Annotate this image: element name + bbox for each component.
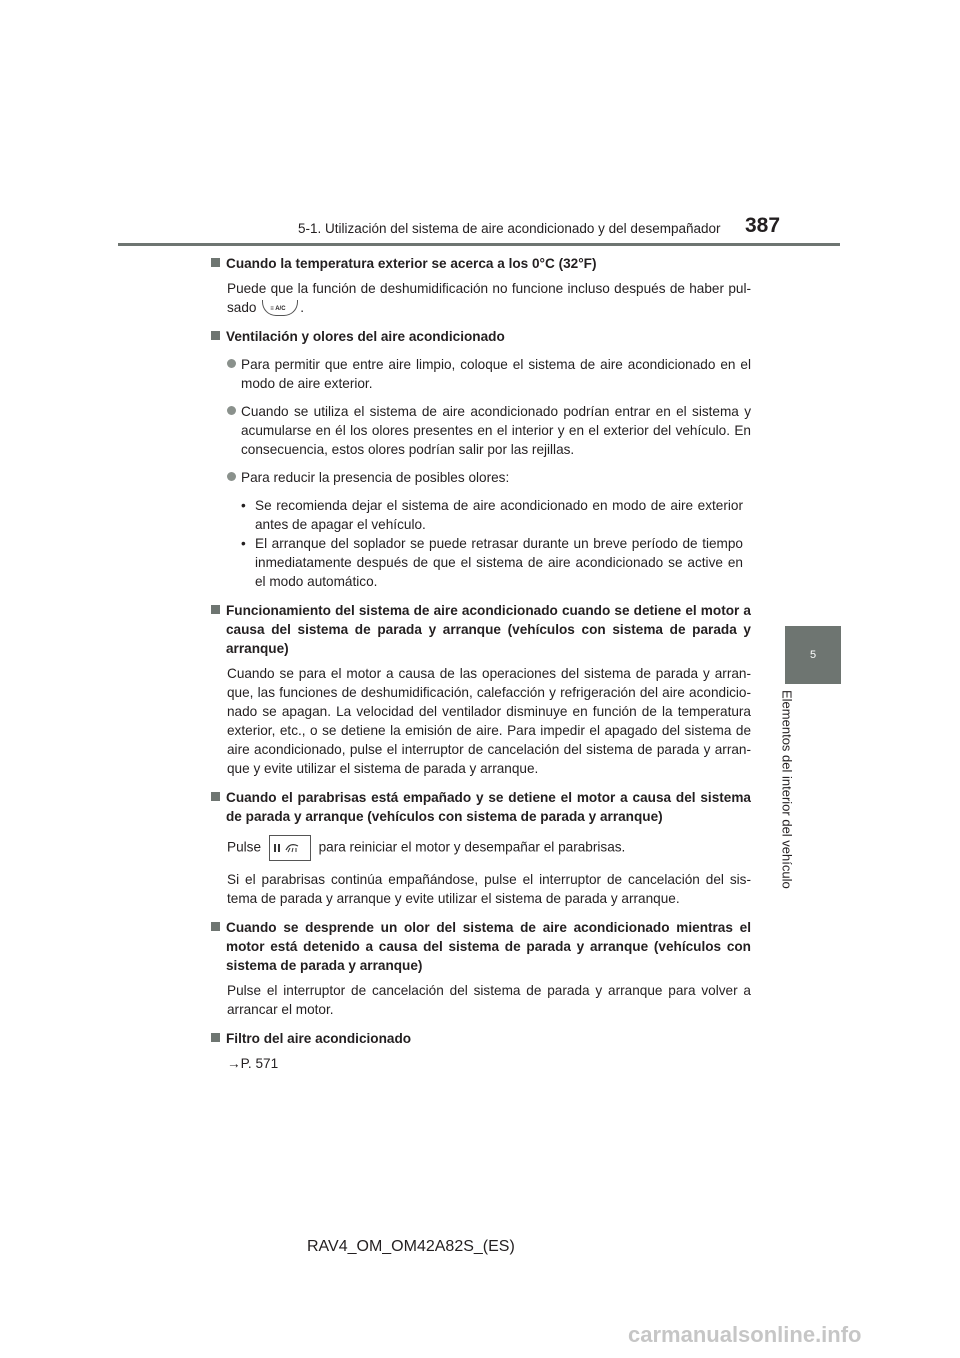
sub-list-item: • El arranque del soplador se puede retrasar durante un breve período de tiempo inmediatamente después de que el sistema de aire acondicionado se active en el modo automático. — [241, 536, 743, 589]
section-ventilation-odors — [211, 327, 751, 591]
paragraph: Si el parabrisas continúa empañándose, pulse el interruptor de cancelación del sis-tema de parada y arranque y evite utilizar el sistema de parada y arranque. — [227, 872, 751, 906]
paragraph: Cuando se para el motor a causa de las operaciones del sistema de parada y arran-que, las funciones de deshumidificación, calefacción y refrigeración del aire acondicio-nado se apagan. La velocidad del ventilador disminuye en función de la temperatura exterior, etc., o se detiene la emisión de aire. Para impedir el apagado del sistema de aire acondicionado, pulse el interruptor de cancelación del sistema de parada y arran-que y evite utilizar el sistema de parada y arranque. — [227, 666, 751, 776]
section-stop-start-ac — [211, 601, 751, 778]
section-ac-filter — [211, 1029, 751, 1073]
section-outside-temperature — [211, 254, 751, 317]
page-reference-link[interactable]: →P. 571 — [227, 1056, 279, 1071]
section-heading: Ventilación y olores del aire acondicionado — [211, 327, 751, 346]
sub-list — [241, 496, 751, 591]
section-heading: Cuando la temperatura exterior se acerca a los 0°C (32°F) — [211, 254, 751, 273]
sub-list-item: • Se recomienda dejar el sistema de aire acondicionado en modo de aire exterior antes de apagar el vehículo. — [241, 498, 743, 532]
footer-document-code: RAV4_OM_OM42A82S_(ES) — [307, 1238, 515, 1255]
chapter-label: Elementos del interior del vehículo — [779, 690, 795, 889]
header-divider — [118, 243, 840, 246]
section-heading: Funcionamiento del sistema de aire acondicionado cuando se detiene el motor a causa del sistema de parada y arranque (vehículos con sistema de parada y arranque) — [211, 601, 751, 658]
page-content — [211, 254, 751, 1083]
square-bullet-icon — [211, 258, 220, 267]
paragraph: Puede que la función de deshumidificación no funcione incluso después de haber pul-sado ≡ A/C . — [227, 281, 751, 315]
section-windshield-fogged — [211, 788, 751, 908]
header-title: 5-1. Utilización del sistema de aire acondicionado y del desempañador — [298, 221, 721, 236]
section-heading: Cuando el parabrisas está empañado y se detiene el motor a causa del sistema de parada y arranque (vehículos con sistema de parada y arranque) — [211, 788, 751, 826]
square-bullet-icon — [211, 792, 220, 801]
ac-button-icon: ≡ A/C — [262, 300, 298, 316]
watermark: carmanualsonline.info — [628, 1322, 862, 1347]
chapter-tab[interactable]: 5 — [785, 626, 841, 684]
section-heading: Filtro del aire acondicionado — [211, 1029, 751, 1048]
defroster-button-icon — [269, 835, 311, 861]
section-odor-engine-stopped — [211, 918, 751, 1019]
square-bullet-icon — [211, 605, 220, 614]
list-item: Cuando se utiliza el sistema de aire acondicionado podrían entrar en el sistema y acumularse en él los olores presentes en el interior y en el exterior del vehículo. En consecuencia, estos olores podrían salir por las rejillas. — [227, 402, 751, 459]
circle-bullet-icon — [227, 359, 236, 368]
circle-bullet-icon — [227, 406, 236, 415]
square-bullet-icon — [211, 1033, 220, 1042]
list-item: Para permitir que entre aire limpio, coloque el sistema de aire acondicionado en el modo de aire exterior. — [227, 355, 751, 393]
page-number: 387 — [745, 214, 781, 237]
square-bullet-icon — [211, 331, 220, 340]
circle-bullet-icon — [227, 472, 236, 481]
square-bullet-icon — [211, 922, 220, 931]
list-item: Para reducir la presencia de posibles olores: — [227, 468, 751, 487]
paragraph: Pulse para reiniciar el motor y desempañar el parabrisas. — [227, 835, 751, 861]
paragraph: Pulse el interruptor de cancelación del sistema de parada y arranque para volver a arrancar el motor. — [227, 983, 751, 1017]
section-heading: Cuando se desprende un olor del sistema de aire acondicionado mientras el motor está detenido a causa del sistema de parada y arranque (vehículos con sistema de parada y arranque) — [211, 918, 751, 975]
